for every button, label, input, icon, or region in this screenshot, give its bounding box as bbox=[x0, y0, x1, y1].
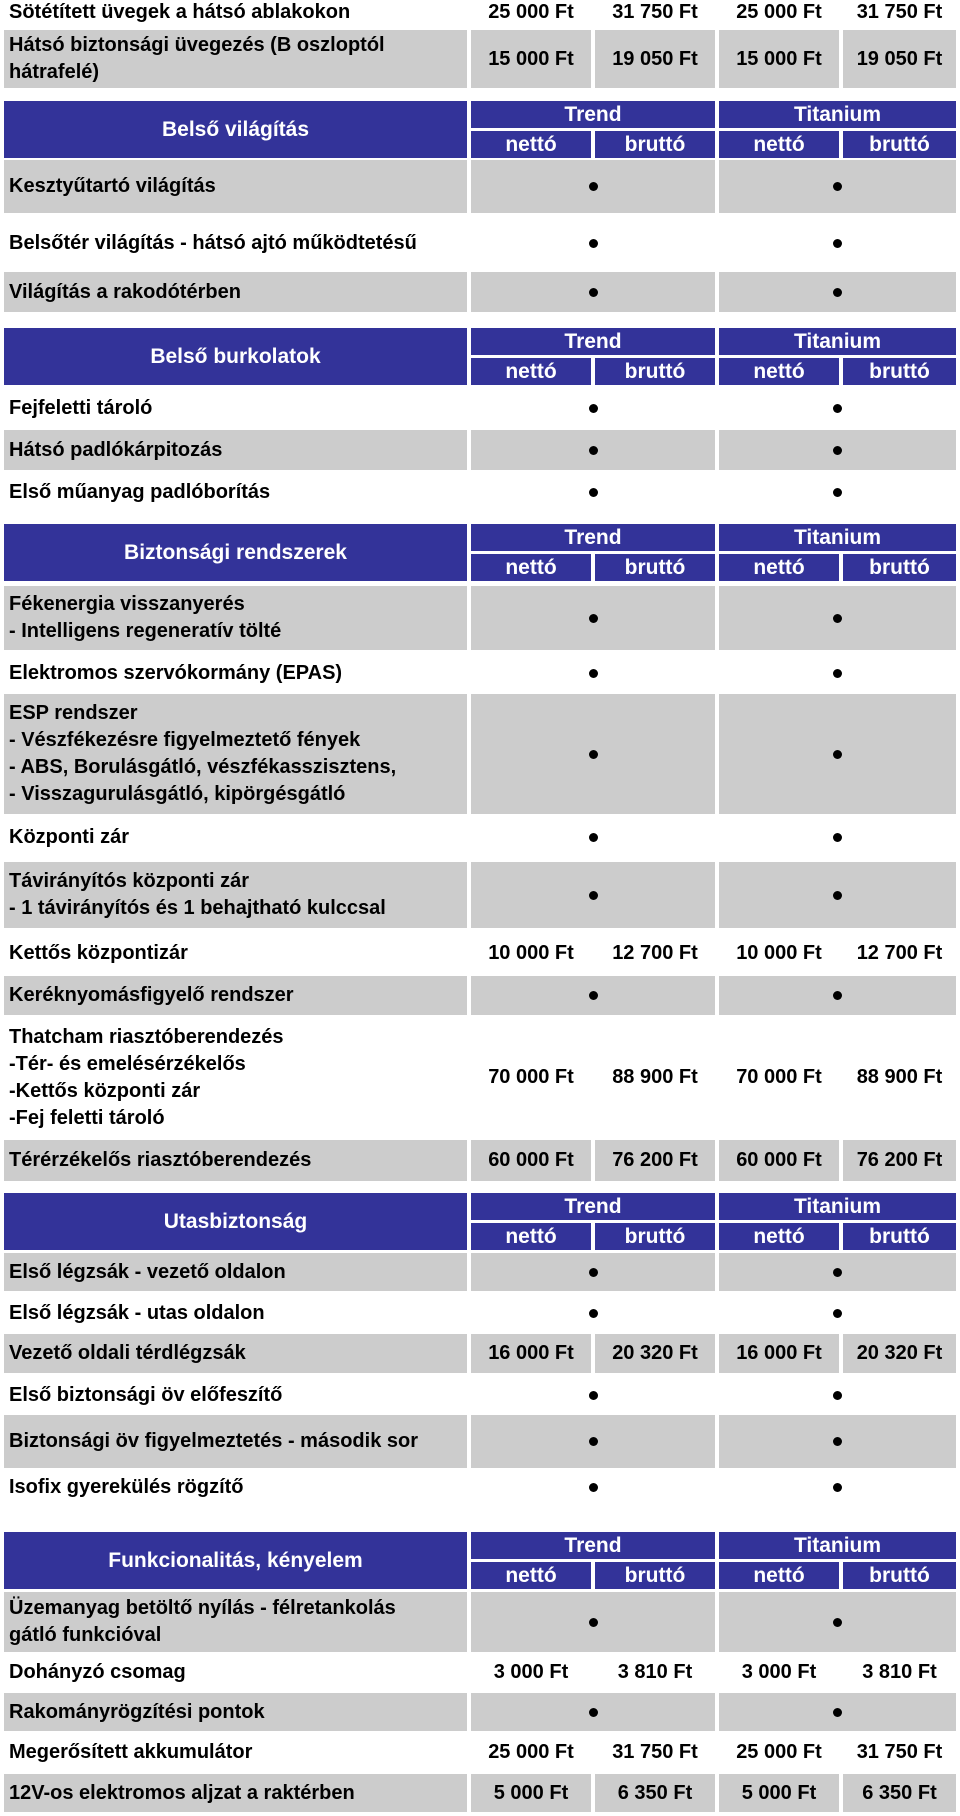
section-header bbox=[4, 328, 956, 385]
trend-header: Trend bbox=[471, 101, 715, 128]
table-row bbox=[4, 1415, 956, 1468]
price-cell: 70 000 Ft bbox=[488, 1066, 574, 1088]
table-row bbox=[4, 1592, 956, 1652]
row-label: Hátsó biztonsági üvegezés (B oszloptól hátrafelé) bbox=[4, 30, 467, 88]
trend-header: Trend bbox=[471, 1532, 715, 1559]
trend-availability bbox=[471, 272, 715, 312]
price-cell: 19 050 Ft bbox=[843, 30, 956, 88]
section-title: Belső világítás bbox=[4, 101, 467, 158]
table-row bbox=[4, 586, 956, 650]
table-row bbox=[4, 391, 956, 426]
table-row bbox=[4, 218, 956, 268]
row-label: 12V-os elektromos aljzat a raktérben bbox=[4, 1774, 467, 1812]
trend-availability bbox=[471, 862, 715, 928]
price-cell: 6 350 Ft bbox=[843, 1774, 956, 1812]
row-label: ESP rendszer - Vészfékezésre figyelmeztető fények - ABS, Borulásgátló, vészfékasszisztens, - Visszagurulásgátló, kipörgésgátló bbox=[4, 694, 467, 814]
row-label: Fejfeletti tároló bbox=[9, 397, 153, 419]
table-row bbox=[4, 1253, 956, 1291]
trend-availability bbox=[471, 160, 715, 213]
price-cell: 12 700 Ft bbox=[612, 942, 698, 964]
bullet-icon bbox=[833, 833, 842, 842]
price-cell: 76 200 Ft bbox=[843, 1140, 956, 1181]
titanium-header: Titanium bbox=[719, 524, 956, 551]
trend-availability bbox=[471, 1693, 715, 1731]
row-label: Dohányzó csomag bbox=[9, 1661, 186, 1683]
row-label: Térérzékelős riasztóberendezés bbox=[4, 1140, 467, 1181]
row-label: Világítás a rakodótérben bbox=[4, 272, 467, 312]
table-row bbox=[4, 0, 956, 25]
bullet-icon bbox=[589, 1268, 598, 1277]
titanium-availability bbox=[719, 586, 956, 650]
netto-header: nettó bbox=[719, 1562, 839, 1589]
price-cell: 60 000 Ft bbox=[719, 1140, 839, 1181]
table-row bbox=[4, 1693, 956, 1731]
bullet-icon bbox=[589, 1309, 598, 1318]
price-cell: 31 750 Ft bbox=[856, 1, 943, 23]
bullet-icon bbox=[833, 1483, 842, 1492]
bullet-icon bbox=[589, 1483, 598, 1492]
brutto-header: bruttó bbox=[843, 1562, 956, 1589]
price-cell: 20 320 Ft bbox=[843, 1334, 956, 1373]
trend-availability bbox=[471, 1377, 715, 1413]
titanium-header: Titanium bbox=[719, 101, 956, 128]
trend-availability bbox=[471, 1470, 715, 1504]
row-label: Hátsó padlókárpitozás bbox=[4, 430, 467, 470]
row-label: Biztonsági öv figyelmeztetés - második sor bbox=[4, 1415, 467, 1468]
bullet-icon bbox=[589, 1618, 598, 1627]
price-cell: 70 000 Ft bbox=[736, 1066, 822, 1088]
brutto-header: bruttó bbox=[843, 554, 956, 581]
trend-availability bbox=[471, 655, 715, 691]
row-label: Kesztyűtartó világítás bbox=[4, 160, 467, 213]
bullet-icon bbox=[589, 1391, 598, 1400]
section-header bbox=[4, 1532, 956, 1589]
row-label: Kettős központizár bbox=[9, 942, 188, 964]
bullet-icon bbox=[833, 669, 842, 678]
table-row bbox=[4, 694, 956, 814]
titanium-availability bbox=[719, 1377, 956, 1413]
price-cell: 31 750 Ft bbox=[856, 1740, 943, 1763]
titanium-availability bbox=[719, 1470, 956, 1504]
brutto-header: bruttó bbox=[595, 1223, 715, 1250]
trend-availability bbox=[471, 1253, 715, 1291]
table-row bbox=[4, 1140, 956, 1181]
trend-availability bbox=[471, 694, 715, 814]
trend-availability bbox=[471, 817, 715, 857]
bullet-icon bbox=[833, 1437, 842, 1446]
section-header bbox=[4, 1193, 956, 1250]
bullet-icon bbox=[833, 1618, 842, 1627]
table-row bbox=[4, 30, 956, 88]
brutto-header: bruttó bbox=[595, 131, 715, 158]
trend-availability bbox=[471, 586, 715, 650]
row-label: Első műanyag padlóborítás bbox=[9, 480, 271, 503]
price-cell: 19 050 Ft bbox=[595, 30, 715, 88]
bullet-icon bbox=[833, 182, 842, 191]
bullet-icon bbox=[589, 750, 598, 759]
bullet-icon bbox=[833, 239, 842, 248]
netto-header: nettó bbox=[471, 554, 591, 581]
row-label: Vezető oldali térdlégzsák bbox=[4, 1334, 467, 1373]
price-cell: 60 000 Ft bbox=[471, 1140, 591, 1181]
row-label: Sötétített üvegek a hátsó ablakokon bbox=[9, 1, 351, 23]
row-label: Első légzsák - utas oldalon bbox=[9, 1301, 265, 1324]
price-cell: 3 810 Ft bbox=[862, 1661, 937, 1683]
bullet-icon bbox=[833, 1391, 842, 1400]
table-row bbox=[4, 474, 956, 510]
titanium-availability bbox=[719, 1693, 956, 1731]
bullet-icon bbox=[589, 288, 598, 297]
trend-availability bbox=[471, 1592, 715, 1652]
titanium-availability bbox=[719, 694, 956, 814]
row-label: Megerősített akkumulátor bbox=[9, 1740, 253, 1763]
price-cell: 31 750 Ft bbox=[612, 1, 698, 23]
price-cell: 3 810 Ft bbox=[617, 1661, 693, 1683]
bullet-icon bbox=[833, 1268, 842, 1277]
netto-header: nettó bbox=[719, 1223, 839, 1250]
netto-header: nettó bbox=[471, 358, 591, 385]
titanium-availability bbox=[719, 1253, 956, 1291]
netto-header: nettó bbox=[471, 1562, 591, 1589]
bullet-icon bbox=[589, 404, 598, 413]
brutto-header: bruttó bbox=[595, 554, 715, 581]
price-cell: 3 000 Ft bbox=[493, 1661, 569, 1683]
brutto-header: bruttó bbox=[843, 1223, 956, 1250]
titanium-availability bbox=[719, 862, 956, 928]
bullet-icon bbox=[833, 1309, 842, 1318]
bullet-icon bbox=[589, 614, 598, 623]
netto-header: nettó bbox=[719, 131, 839, 158]
row-label: Távirányítós központi zár - 1 távirányítós és 1 behajtható kulccsal bbox=[4, 862, 467, 928]
brutto-header: bruttó bbox=[843, 358, 956, 385]
trend-header: Trend bbox=[471, 1193, 715, 1220]
row-label: Isofix gyerekülés rögzítő bbox=[9, 1475, 244, 1498]
table-row bbox=[4, 1377, 956, 1413]
price-cell: 88 900 Ft bbox=[612, 1066, 698, 1088]
trend-availability bbox=[471, 430, 715, 470]
section-title: Utasbiztonság bbox=[4, 1193, 467, 1250]
price-cell: 25 000 Ft bbox=[488, 1740, 574, 1763]
table-row bbox=[4, 1774, 956, 1812]
section-title: Biztonsági rendszerek bbox=[4, 524, 467, 581]
titanium-availability bbox=[719, 655, 956, 691]
bullet-icon bbox=[589, 833, 598, 842]
bullet-icon bbox=[833, 488, 842, 497]
titanium-availability bbox=[719, 474, 956, 510]
price-cell: 15 000 Ft bbox=[719, 30, 839, 88]
trend-availability bbox=[471, 1295, 715, 1331]
price-cell: 16 000 Ft bbox=[471, 1334, 591, 1373]
titanium-availability bbox=[719, 976, 956, 1015]
trend-header: Trend bbox=[471, 328, 715, 355]
titanium-header: Titanium bbox=[719, 1193, 956, 1220]
price-cell: 5 000 Ft bbox=[471, 1774, 591, 1812]
table-row bbox=[4, 430, 956, 470]
titanium-availability bbox=[719, 430, 956, 470]
table-row bbox=[4, 1470, 956, 1504]
price-cell: 15 000 Ft bbox=[471, 30, 591, 88]
titanium-availability bbox=[719, 272, 956, 312]
netto-header: nettó bbox=[719, 554, 839, 581]
titanium-header: Titanium bbox=[719, 328, 956, 355]
brutto-header: bruttó bbox=[595, 358, 715, 385]
table-row bbox=[4, 976, 956, 1015]
brutto-header: bruttó bbox=[843, 131, 956, 158]
titanium-availability bbox=[719, 1592, 956, 1652]
titanium-availability bbox=[719, 817, 956, 857]
bullet-icon bbox=[833, 404, 842, 413]
table-row bbox=[4, 1734, 956, 1770]
price-cell: 25 000 Ft bbox=[736, 1740, 822, 1763]
titanium-availability bbox=[719, 1295, 956, 1331]
table-row bbox=[4, 862, 956, 928]
titanium-availability bbox=[719, 160, 956, 213]
section-header bbox=[4, 524, 956, 581]
bullet-icon bbox=[589, 182, 598, 191]
row-label: Keréknyomásfigyelő rendszer bbox=[4, 976, 467, 1015]
section-header bbox=[4, 101, 956, 158]
price-cell: 6 350 Ft bbox=[595, 1774, 715, 1812]
titanium-header: Titanium bbox=[719, 1532, 956, 1559]
section-title: Belső burkolatok bbox=[4, 328, 467, 385]
netto-header: nettó bbox=[719, 358, 839, 385]
table-row bbox=[4, 936, 956, 971]
price-cell: 3 000 Ft bbox=[741, 1661, 817, 1683]
price-cell: 16 000 Ft bbox=[719, 1334, 839, 1373]
table-row bbox=[4, 817, 956, 857]
titanium-availability bbox=[719, 1415, 956, 1468]
row-label: Thatcham riasztóberendezés -Tér- és emelésérzékelős -Kettős központi zár -Fej feletti tároló bbox=[9, 1025, 284, 1129]
trend-availability bbox=[471, 474, 715, 510]
bullet-icon bbox=[833, 991, 842, 1000]
bullet-icon bbox=[833, 614, 842, 623]
titanium-availability bbox=[719, 218, 956, 268]
row-label: Első légzsák - vezető oldalon bbox=[4, 1253, 467, 1291]
row-label: Első biztonsági öv előfeszítő bbox=[9, 1383, 283, 1406]
price-cell: 76 200 Ft bbox=[595, 1140, 715, 1181]
table-row bbox=[4, 655, 956, 691]
bullet-icon bbox=[833, 446, 842, 455]
table-row bbox=[4, 272, 956, 312]
row-label: Elektromos szervókormány (EPAS) bbox=[9, 661, 343, 684]
row-label: Belsőtér világítás - hátsó ajtó működtetésű bbox=[9, 231, 417, 254]
table-row bbox=[4, 1020, 956, 1135]
titanium-availability bbox=[719, 391, 956, 426]
bullet-icon bbox=[589, 1437, 598, 1446]
price-cell: 88 900 Ft bbox=[856, 1066, 943, 1088]
trend-availability bbox=[471, 391, 715, 426]
row-label: Fékenergia visszanyerés - Intelligens regeneratív tölté bbox=[4, 586, 467, 650]
table-row bbox=[4, 1334, 956, 1373]
bullet-icon bbox=[589, 446, 598, 455]
bullet-icon bbox=[833, 891, 842, 900]
table-row bbox=[4, 1655, 956, 1690]
price-cell: 10 000 Ft bbox=[488, 942, 574, 964]
row-label: Központi zár bbox=[9, 825, 129, 848]
netto-header: nettó bbox=[471, 131, 591, 158]
row-label: Üzemanyag betöltő nyílás - félretankolás gátló funkcióval bbox=[4, 1592, 467, 1652]
brutto-header: bruttó bbox=[595, 1562, 715, 1589]
bullet-icon bbox=[589, 669, 598, 678]
trend-availability bbox=[471, 218, 715, 268]
price-cell: 12 700 Ft bbox=[856, 942, 943, 964]
bullet-icon bbox=[833, 288, 842, 297]
bullet-icon bbox=[589, 1708, 598, 1717]
price-cell: 25 000 Ft bbox=[736, 1, 822, 23]
price-cell: 5 000 Ft bbox=[719, 1774, 839, 1812]
bullet-icon bbox=[589, 488, 598, 497]
bullet-icon bbox=[589, 239, 598, 248]
section-title: Funkcionalitás, kényelem bbox=[4, 1532, 467, 1589]
price-cell: 31 750 Ft bbox=[612, 1740, 698, 1763]
price-cell: 25 000 Ft bbox=[488, 1, 574, 23]
price-cell: 20 320 Ft bbox=[595, 1334, 715, 1373]
bullet-icon bbox=[589, 891, 598, 900]
bullet-icon bbox=[589, 991, 598, 1000]
trend-availability bbox=[471, 1415, 715, 1468]
bullet-icon bbox=[833, 750, 842, 759]
trend-header: Trend bbox=[471, 524, 715, 551]
row-label: Rakományrögzítési pontok bbox=[4, 1693, 467, 1731]
table-row bbox=[4, 1295, 956, 1331]
trend-availability bbox=[471, 976, 715, 1015]
price-cell: 10 000 Ft bbox=[736, 942, 822, 964]
netto-header: nettó bbox=[471, 1223, 591, 1250]
bullet-icon bbox=[833, 1708, 842, 1717]
table-row bbox=[4, 160, 956, 213]
